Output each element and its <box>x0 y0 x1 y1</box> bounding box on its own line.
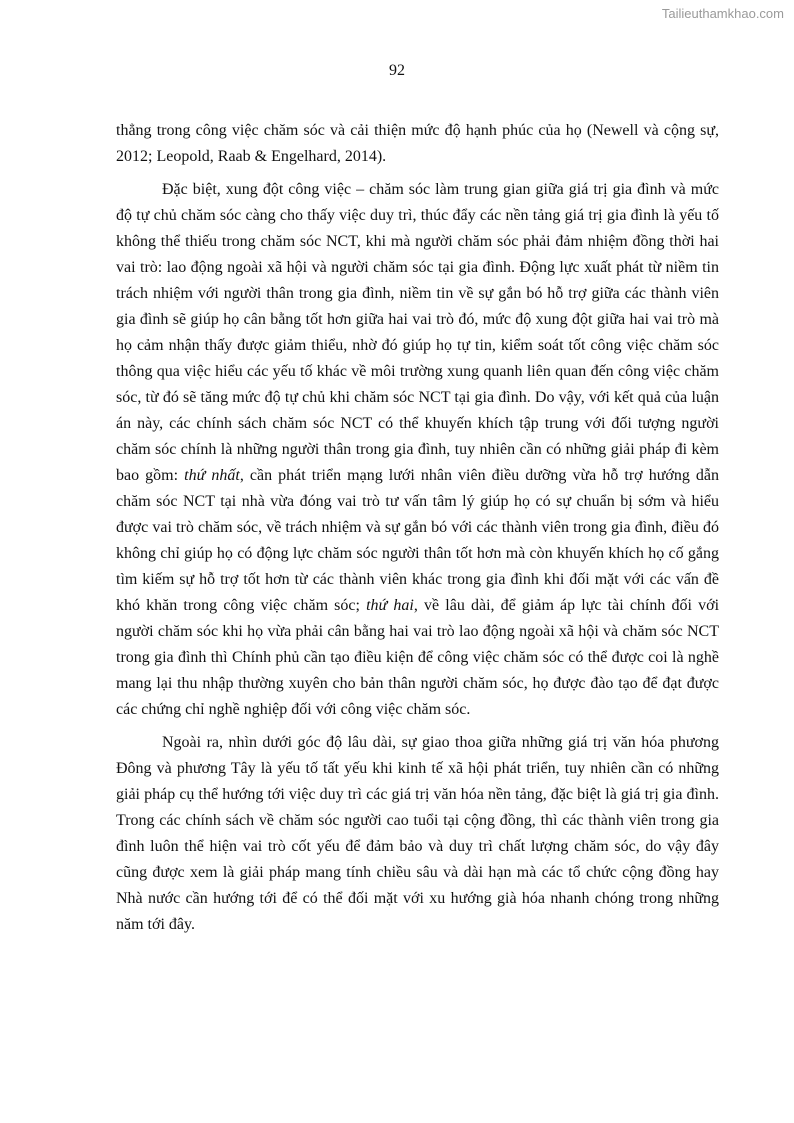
page-number: 92 <box>389 62 405 79</box>
paragraph-3: Ngoài ra, nhìn dưới góc độ lâu dài, sự giao thoa giữa những giá trị văn hóa phương Đông và phương Tây là yếu tố tất yếu khi kinh tế xã hội phát triển, tuy nhiên cần có những giải pháp cụ thể hướng tới việc duy trì các giá trị văn hóa nền tảng, đặc biệt là giá trị gia đình. Trong các chính sách về chăm sóc người cao tuổi tại cộng đồng, thì các thành viên trong gia đình luôn thể hiện vai trò cốt yếu để đảm bảo và duy trì chất lượng chăm sóc, do vậy đây cũng được xem là giải pháp mang tính chiều sâu và dài hạn mà các tổ chức cộng đồng hay Nhà nước cần hướng tới để có thể đối mặt với xu hướng già hóa nhanh chóng trong những năm tới đây. <box>116 734 719 933</box>
paragraph-1: thẳng trong công việc chăm sóc và cải thiện mức độ hạnh phúc của họ (Newell và cộng sự, 2012; Leopold, Raab & Engelhard, 2014). <box>116 122 719 165</box>
paragraph-2-text-b: , cần phát triển mạng lưới nhân viên điều dưỡng vừa hỗ trợ hướng dẫn chăm sóc NCT tại nhà vừa đóng vai trò tư vấn tâm lý giúp họ có sự chuẩn bị sớm và hiểu được vai trò chăm sóc, về trách nhiệm và sự gắn bó với các thành viên trong gia đình, điều đó không chỉ giúp họ có động lực chăm sóc người thân tốt hơn mà còn khuyến khích họ cố gắng tìm kiếm sự hỗ trợ tốt hơn từ các thành viên khác trong gia đình khi đối mặt với các vấn đề khó khăn trong công việc chăm sóc; <box>116 467 719 614</box>
paragraph-2 <box>116 177 719 723</box>
watermark: Tailieuthamkhao.com <box>661 6 784 21</box>
paragraph-2-text-c: , về lâu dài, để giảm áp lực tài chính đối với người chăm sóc khi họ vừa phải cân bằng hai vai trò lao động ngoài xã hội và chăm sóc NCT trong gia đình thì Chính phủ cần tạo điều kiện để công việc chăm sóc có thể được coi là nghề mang lại thu nhập thường xuyên cho bản thân người chăm sóc, họ được đào tạo để đạt được các chứng chỉ nghề nghiệp đối với công việc chăm sóc. <box>116 597 720 718</box>
emphasis-first: thứ nhất <box>184 467 240 484</box>
paragraph-2-text-a: Đặc biệt, xung đột công việc – chăm sóc làm trung gian giữa giá trị gia đình và mức độ tự chủ chăm sóc càng cho thấy việc duy trì, thúc đẩy các nền tảng giá trị gia đình là yếu tố không thể thiếu trong chăm sóc NCT, khi mà người chăm sóc phải đảm nhiệm đồng thời hai vai trò: lao động ngoài xã hội và người chăm sóc tại gia đình. Động lực xuất phát từ niềm tin trách nhiệm với người thân trong gia đình, niềm tin về sự gắn bó hỗ trợ giữa các thành viên gia đình sẽ giúp họ cân bằng tốt hơn giữa hai vai trò đó, mức độ xung đột giữa hai vai trò mà họ cảm nhận thấy được giảm thiểu, nhờ đó giúp họ tự tin, kiểm soát tốt công việc chăm sóc thông qua việc hiểu các yếu tố khác về môi trường xung quanh liên quan đến công việc chăm sóc, từ đó sẽ tăng mức độ tự chủ khi chăm sóc NCT tại gia đình. Do vậy, với kết quả của luận án này, các chính sách chăm sóc NCT có thể khuyến khích tập trung với đối tượng người chăm sóc chính là những người thân trong gia đình, tuy nhiên cần có những giải pháp đi kèm bao gồm: <box>116 181 719 484</box>
document-body <box>116 118 719 945</box>
emphasis-second: thứ hai <box>366 597 414 614</box>
